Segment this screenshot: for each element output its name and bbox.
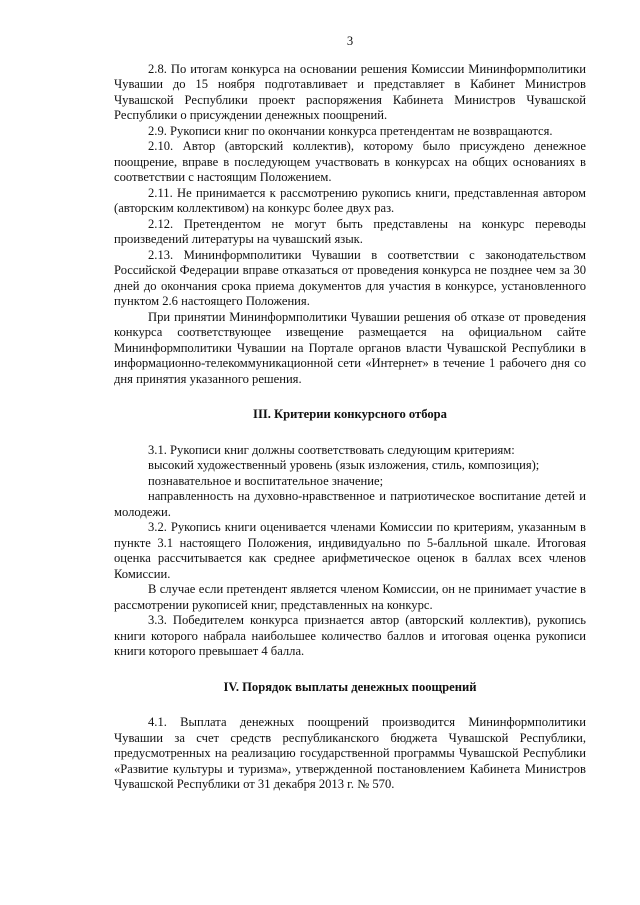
paragraph-3-2: 3.2. Рукопись книги оценивается членами Комиссии по критериям, указанным в пункте 3.1 настоящего Положения, индивидуально по 5-балльной шкале. Итоговая оценка рассчитывается как среднее арифметическое оценок в баллах всех членов Комиссии. xyxy=(114,520,586,581)
paragraph-refusal-notice: При принятии Мининформполитики Чувашии решения об отказе от проведения конкурса соответствующее извещение размещается на официальном сайте Мининформполитики Чувашии на Портале органов власти Чувашской Республики в информационно-телекоммуникационной сети «Интернет» в течение 1 рабочего дня со дня принятия указанного решения. xyxy=(114,309,586,386)
section-4-heading: IV. Порядок выплаты денежных поощрений xyxy=(223,679,477,694)
paragraph-member-conflict: В случае если претендент является членом Комиссии, он не принимает участие в рассмотрении рукописей книг, представленных на конкурс. xyxy=(114,582,586,612)
paragraph-4-1: 4.1. Выплата денежных поощрений производится Мининформполитики Чувашии за счет средств республиканского бюджета Чувашской Республики, предусмотренных на реализацию государственной программы Чувашской Республики «Развитие культуры и туризма», утвержденной постановлением Кабинета Министров Чувашской Республики от 31 декабря 2013 г. № 570. xyxy=(114,715,586,791)
section-3-heading: III. Критерии конкурсного отбора xyxy=(253,407,447,421)
section-4-body xyxy=(114,715,586,793)
section-2-body xyxy=(114,62,586,388)
page-number: 3 xyxy=(346,34,354,48)
paragraph-2-13: 2.13. Мининформполитики Чувашии в соответствии с законодательством Российской Федерации вправе отказаться от проведения конкурса не позднее чем за 30 дней до окончания срока приема документов для участия в конкурсе, установленного пунктом 2.6 настоящего Положения. xyxy=(114,247,586,308)
paragraph-3-3: 3.3. Победителем конкурса признается автор (авторский коллектив), рукопись книги которого набрала наибольшее количество баллов и итоговая оценка рукописи книги которого превышает 4 балла. xyxy=(114,613,586,658)
criterion-moral-orientation: направленность на духовно-нравственное и патриотическое воспитание детей и молодежи. xyxy=(114,489,586,519)
paragraph-2-11: 2.11. Не принимается к рассмотрению рукопись книги, представленная автором (авторским коллективом) на конкурс более двух раз. xyxy=(114,185,586,215)
paragraph-2-12: 2.12. Претендентом не могут быть представлены на конкурс переводы произведений литературы на чувашский язык. xyxy=(114,216,586,246)
paragraph-2-9: 2.9. Рукописи книг по окончании конкурса претендентам не возвращаются. xyxy=(148,123,553,138)
paragraph-2-10: 2.10. Автор (авторский коллектив), которому было присуждено денежное поощрение, вправе в последующем участвовать в конкурсах на общих основаниях в соответствии с настоящим Положением. xyxy=(114,139,586,184)
paragraph-2-8: 2.8. По итогам конкурса на основании решения Комиссии Мининформполитики Чувашии до 15 ноября подготавливает и представляет в Кабинет Министров Чувашской Республики проект распоряжения Кабинета Министров Чувашской Республики о присуждении денежных поощрений. xyxy=(114,61,586,122)
section-3-body xyxy=(114,443,586,660)
paragraph-3-1: 3.1. Рукописи книг должны соответствовать следующим критериям: xyxy=(148,442,515,457)
criterion-artistic-level: высокий художественный уровень (язык изложения, стиль, композиция); xyxy=(148,458,540,472)
criterion-educational-value: познавательное и воспитательное значение; xyxy=(148,473,384,488)
